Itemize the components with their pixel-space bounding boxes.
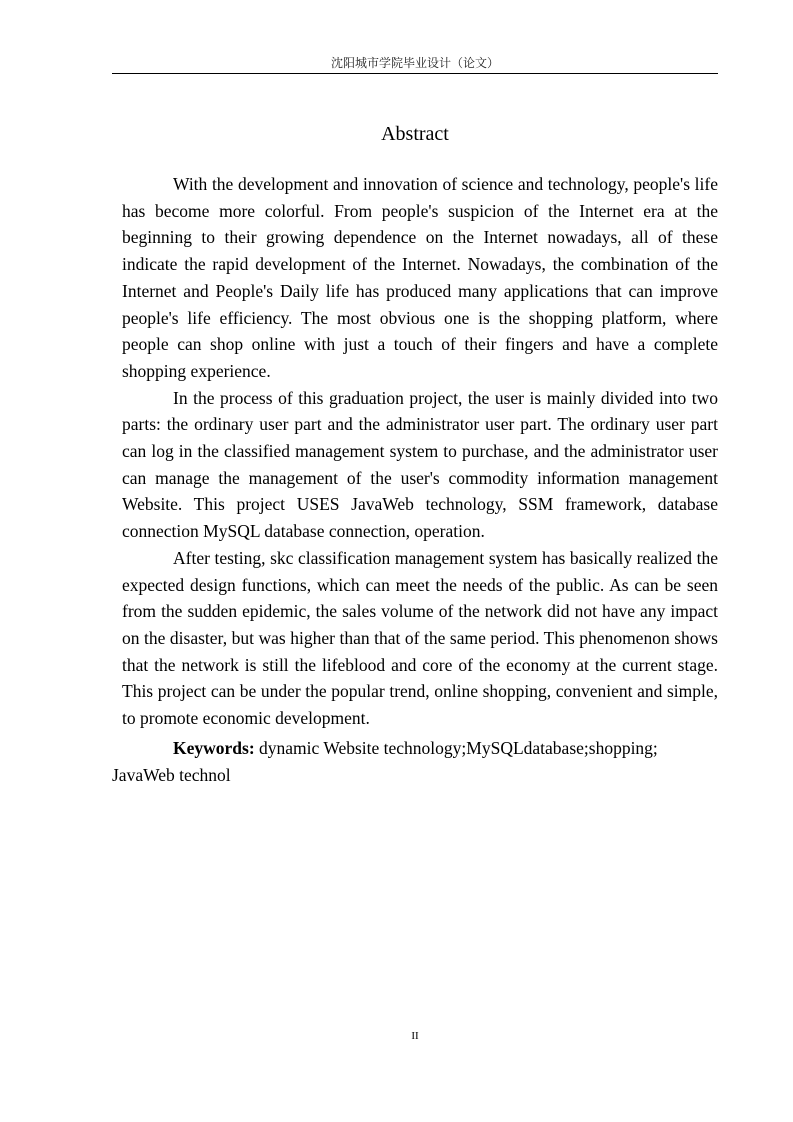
running-header: 沈阳城市学院毕业设计（论文） (330, 56, 499, 70)
header-divider (112, 73, 718, 74)
abstract-paragraph-3: After testing, skc classification management system has basically realized the expected design functions, which can meet the needs of the public. As can be seen from the sudden epidemic, the sales volume of the network did not have any impact on the disaster, but was higher than that of the same period. This phenomenon shows that the network is still the lifeblood and core of the economy at the current stage. This project can be under the popular trend, online shopping, convenient and simple, to promote economic development. (122, 547, 718, 729)
abstract-title: Abstract (381, 123, 449, 145)
abstract-body (122, 171, 718, 732)
abstract-paragraph-1: With the development and innovation of science and technology, people's life has become more colorful. From people's suspicion of the Internet era at the beginning to their growing dependence on the Internet nowadays, all of these indicate the rapid development of the Internet. Nowadays, the combination of the Internet and People's Daily life has produced many applications that can improve people's life efficiency. The most obvious one is the shopping platform, where people can shop online with just a touch of their fingers and have a complete shopping experience. (122, 174, 718, 381)
keywords-label: Keywords: (173, 738, 255, 758)
abstract-paragraph-2: In the process of this graduation project, the user is mainly divided into two parts: the ordinary user part and the administrator user part. The ordinary user part can log in the classified management system to purchase, and the administrator user can manage the management of the user's commodity information management Website. This project USES JavaWeb technology, SSM framework, database connection MySQL database connection, operation. (122, 387, 718, 542)
page-number: II (411, 1030, 419, 1042)
keywords-line (112, 735, 718, 788)
keywords-text: dynamic Website technology;MySQLdatabase;shopping; JavaWeb technol (112, 738, 658, 785)
